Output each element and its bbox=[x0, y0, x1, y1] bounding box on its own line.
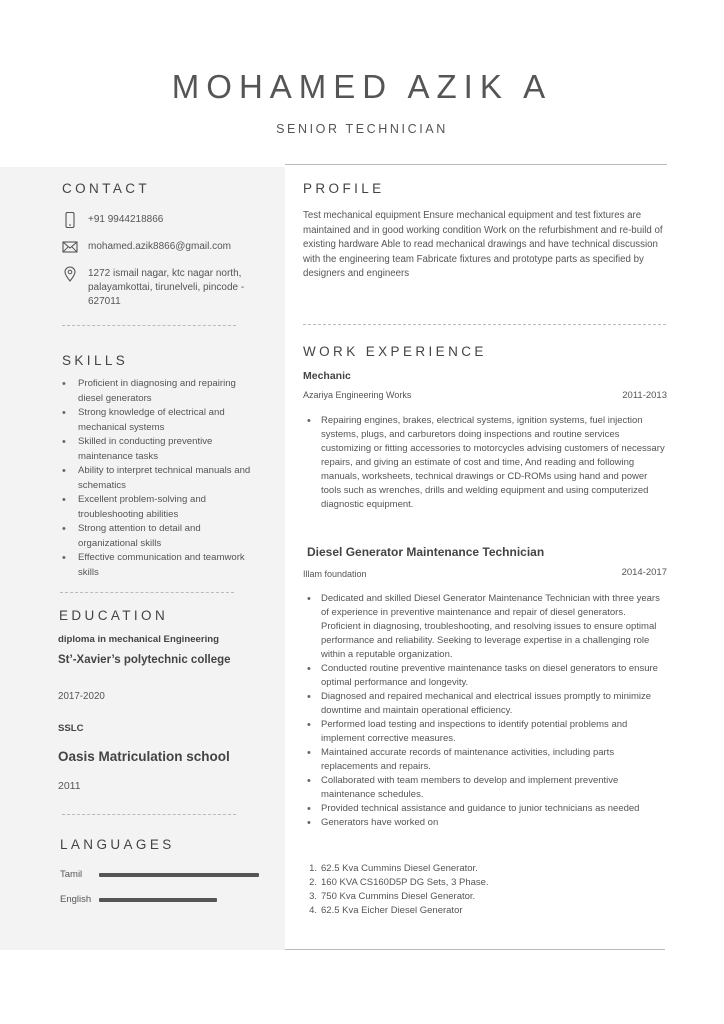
job-title: SENIOR TECHNICIAN bbox=[276, 122, 448, 136]
footer-divider bbox=[285, 949, 665, 950]
language-level-bar bbox=[99, 898, 217, 902]
header-divider bbox=[285, 164, 667, 165]
skill-item: • Strong attention to detail and organizational skills bbox=[62, 522, 262, 551]
job-bullet: • Maintained accurate records of maintenance activities, including parts replacements and repairs. bbox=[303, 746, 663, 774]
education-year: 2017-2020 bbox=[58, 691, 105, 702]
job-dates: 2011-2013 bbox=[622, 390, 667, 401]
generator-item: 2. 160 KVA CS160D5P DG Sets, 3 Phase. bbox=[309, 877, 489, 888]
education-year: 2011 bbox=[58, 780, 81, 792]
language-level-bar bbox=[99, 873, 259, 877]
profile-text: Test mechanical equipment Ensure mechanical equipment and test fixtures are maintained and in good working condition Work on the refurbishment and re-build of existing hardware Able to read mechanical drawings and have technical discussion with the engineering team Fabricate fixtures and prototype parts as specified by designers and engineers bbox=[303, 210, 663, 279]
resume-header bbox=[0, 0, 724, 165]
profile-divider bbox=[303, 324, 666, 325]
person-name: MOHAMED AZIK A bbox=[171, 68, 553, 105]
phone-icon bbox=[62, 212, 78, 228]
job-bullet: • Performed load testing and inspections to identify potential problems and implement corrective measures. bbox=[303, 718, 663, 746]
phone-text: +91 9944218866 bbox=[88, 214, 164, 225]
education-degree: SSLC bbox=[58, 723, 84, 734]
generator-item: 3. 750 Kva Cummins Diesel Generator. bbox=[309, 891, 476, 902]
mail-icon bbox=[62, 239, 78, 255]
profile-heading: PROFILE bbox=[303, 181, 385, 196]
job-dates: 2014-2017 bbox=[621, 567, 667, 578]
location-pin-icon bbox=[62, 266, 78, 282]
skill-item: • Skilled in conducting preventive maintenance tasks bbox=[62, 435, 262, 464]
job-company: Azariya Engineering Works bbox=[303, 390, 412, 400]
job-bullet: • Dedicated and skilled Diesel Generator Maintenance Technician with three years of experience in preventive maintenance and repair of diesel generators. Proficient in diagnosing, troubleshooting, and resolving issues to ensure optimal performance and reliability. Seeking to leverage expertise in a challenging role within a reputable organization. bbox=[303, 592, 663, 662]
generator-item: 1. 62.5 Kva Cummins Diesel Generator. bbox=[309, 863, 478, 874]
skill-item: • Proficient in diagnosing and repairing diesel generators bbox=[62, 377, 262, 406]
job-bullet: • Generators have worked on bbox=[303, 816, 663, 830]
skill-item: • Effective communication and teamwork skills bbox=[62, 551, 262, 580]
job-title: Diesel Generator Maintenance Technician bbox=[307, 545, 545, 559]
education-school: St’-Xavier’s polytechnic college bbox=[58, 654, 231, 666]
address-text: 1272 ismail nagar, ktc nagar north, palayamkottai, tirunelveli, pincode - 627011 bbox=[88, 268, 245, 307]
skills-divider bbox=[60, 592, 234, 593]
job-title: Mechanic bbox=[303, 370, 351, 382]
language-label: English bbox=[60, 894, 92, 905]
work-heading: WORK EXPERIENCE bbox=[303, 344, 487, 359]
education-divider bbox=[62, 814, 236, 815]
job-bullet: • Diagnosed and repaired mechanical and electrical issues promptly to minimize downtime and maintain operational efficiency. bbox=[303, 690, 663, 718]
job-bullet: • Provided technical assistance and guidance to junior technicians as needed bbox=[303, 802, 663, 816]
job-company: Illam foundation bbox=[303, 569, 367, 579]
job-bullet: • Repairing engines, brakes, electrical systems, ignition systems, fuel injection systems, plugs, and carburetors doing inspections and routine services customizing or fitting accessories to motorcycles advising customers of necessary repairs, and giving an estimate of cost and time, And reading and following manuals, worksheets, technical drawings or CD-ROMs using hand and power tools such as wrenches, drills and welding equipment and using computerized diagnostic equipment. bbox=[303, 414, 665, 512]
language-label: Tamil bbox=[60, 869, 83, 880]
job-bullet: • Conducted routine preventive maintenance tasks on diesel generators to ensure optimal performance and longevity. bbox=[303, 662, 663, 690]
skills-heading: SKILLS bbox=[62, 353, 129, 368]
skill-item: • Ability to interpret technical manuals and schematics bbox=[62, 464, 262, 493]
generator-item: 4. 62.5 Kva Eicher Diesel Generator bbox=[309, 905, 463, 916]
generator-list bbox=[303, 862, 663, 918]
job-bullet: • Collaborated with team members to develop and implement preventive maintenance schedules. bbox=[303, 774, 663, 802]
contact-divider bbox=[62, 325, 236, 326]
education-heading: EDUCATION bbox=[59, 608, 169, 623]
job-bullets bbox=[303, 414, 665, 512]
email-text[interactable]: mohamed.azik8866@gmail.com bbox=[88, 241, 231, 252]
skill-item: • Strong knowledge of electrical and mechanical systems bbox=[62, 406, 262, 435]
skills-list bbox=[62, 377, 262, 580]
skill-item: • Excellent problem-solving and troubleshooting abilities bbox=[62, 493, 262, 522]
education-degree: diploma in mechanical Engineering bbox=[58, 634, 219, 645]
languages-heading: LANGUAGES bbox=[60, 837, 175, 852]
job-bullets bbox=[303, 592, 663, 830]
education-school: Oasis Matriculation school bbox=[58, 749, 230, 764]
contact-heading: CONTACT bbox=[62, 181, 151, 196]
